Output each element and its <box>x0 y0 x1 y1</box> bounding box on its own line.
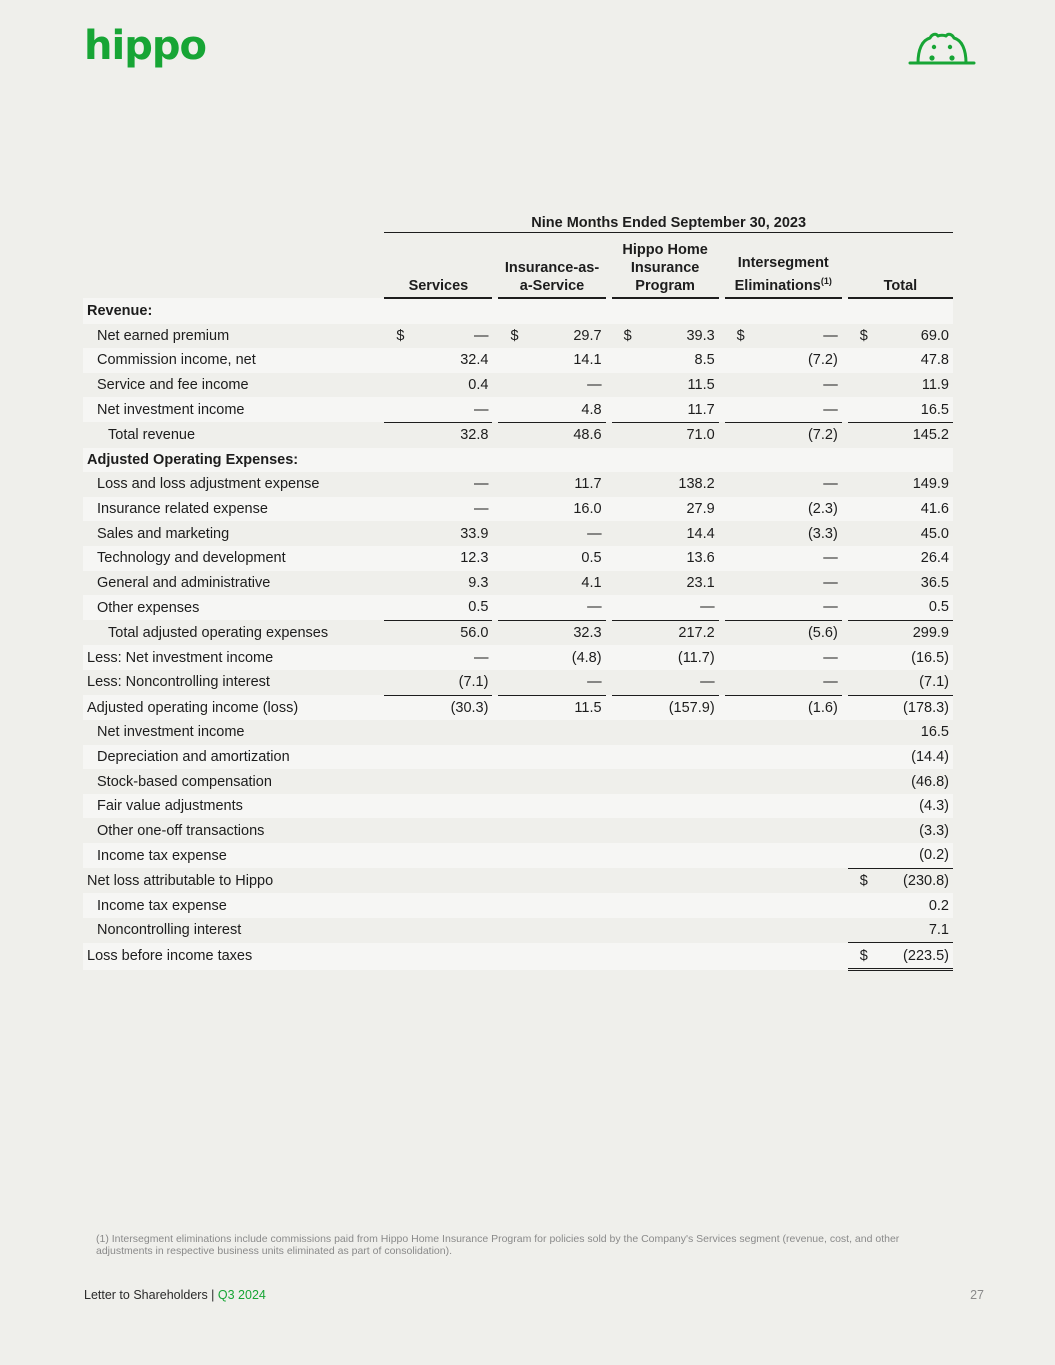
value-cell <box>848 620 953 645</box>
value-text: (7.2) <box>807 352 838 369</box>
value-text: 11.5 <box>574 699 602 716</box>
value-cell <box>498 472 605 497</box>
value-text: (4.8) <box>571 649 602 666</box>
value-cell <box>725 943 842 970</box>
value-cell <box>612 620 719 645</box>
value-text: 11.9 <box>921 377 949 394</box>
value-cell <box>725 348 842 373</box>
row-label: Fair value adjustments <box>83 794 384 819</box>
value-cell <box>725 769 842 794</box>
value-cell <box>384 571 492 596</box>
value-cell <box>725 868 842 893</box>
value-cell <box>498 843 605 868</box>
value-cell <box>848 397 953 422</box>
row-label: Commission income, net <box>83 348 384 373</box>
value-text: 7.1 <box>928 922 949 939</box>
value-cell <box>848 645 953 670</box>
value-cell <box>612 348 719 373</box>
column-header-eliminations: Intersegment Eliminations$^{(1)}$ <box>725 233 842 299</box>
value-cell <box>498 397 605 422</box>
value-cell <box>384 324 492 349</box>
value-cell <box>612 745 719 770</box>
value-text: (7.1) <box>919 674 949 691</box>
value-text: — <box>823 550 838 567</box>
value-cell <box>612 324 719 349</box>
value-text: (0.2) <box>919 847 949 864</box>
value-text: — <box>587 377 602 394</box>
value-cell <box>612 571 719 596</box>
value-text: 27.9 <box>686 501 715 518</box>
value-cell <box>612 546 719 571</box>
value-cell <box>612 794 719 819</box>
value-text: 29.7 <box>573 327 602 344</box>
value-cell <box>384 745 492 770</box>
row-label: General and administrative <box>83 571 384 596</box>
table-row <box>83 397 953 422</box>
value-cell <box>498 546 605 571</box>
value-cell <box>612 595 719 620</box>
value-cell <box>498 497 605 522</box>
value-cell <box>384 769 492 794</box>
value-text: (1.6) <box>807 699 838 716</box>
value-cell <box>725 571 842 596</box>
value-cell <box>612 497 719 522</box>
value-cell <box>384 521 492 546</box>
value-cell <box>498 818 605 843</box>
value-cell <box>848 298 953 324</box>
row-label: Insurance related expense <box>83 497 384 522</box>
table-row <box>83 868 953 893</box>
value-text: — <box>823 327 838 344</box>
value-cell <box>384 373 492 398</box>
value-cell <box>612 670 719 695</box>
value-text: 16.5 <box>920 724 949 741</box>
value-text: (5.6) <box>807 625 838 642</box>
row-label: Income tax expense <box>83 893 384 918</box>
currency-symbol: $ <box>859 872 868 889</box>
value-text: 26.4 <box>920 550 949 567</box>
value-cell <box>612 868 719 893</box>
table-row <box>83 422 953 447</box>
table-row <box>83 497 953 522</box>
value-cell <box>848 448 953 473</box>
value-cell <box>725 472 842 497</box>
value-text: 32.4 <box>460 352 489 369</box>
value-cell <box>848 546 953 571</box>
value-cell <box>848 943 953 970</box>
value-cell <box>725 620 842 645</box>
value-cell <box>384 497 492 522</box>
value-cell <box>725 448 842 473</box>
value-cell <box>725 818 842 843</box>
table-row <box>83 843 953 868</box>
value-text: (4.3) <box>919 798 949 815</box>
value-cell <box>498 521 605 546</box>
hippo-logo: hippo <box>84 23 206 69</box>
value-cell <box>848 571 953 596</box>
row-label: Technology and development <box>83 546 384 571</box>
value-cell <box>612 521 719 546</box>
value-cell <box>848 843 953 868</box>
value-cell <box>848 918 953 943</box>
value-text: 71.0 <box>686 427 715 444</box>
value-cell <box>384 868 492 893</box>
value-text: 32.3 <box>573 625 602 642</box>
value-text: 0.2 <box>928 897 949 914</box>
value-text: (223.5) <box>903 947 949 964</box>
table-row <box>83 670 953 695</box>
table-row <box>83 348 953 373</box>
row-label: Revenue: <box>83 298 384 324</box>
value-cell <box>612 472 719 497</box>
row-label: Other expenses <box>83 595 384 620</box>
value-text: (7.1) <box>458 674 489 691</box>
value-cell <box>725 720 842 745</box>
table-row <box>83 943 953 970</box>
value-text: (2.3) <box>807 501 838 518</box>
page-number: 27 <box>970 1288 984 1302</box>
table-row <box>83 521 953 546</box>
value-cell <box>612 818 719 843</box>
value-cell <box>498 943 605 970</box>
value-cell <box>848 818 953 843</box>
value-text: — <box>473 649 489 666</box>
value-cell <box>725 497 842 522</box>
value-cell <box>384 670 492 695</box>
value-cell <box>848 868 953 893</box>
value-cell <box>498 670 605 695</box>
value-text: — <box>473 327 489 344</box>
currency-symbol: $ <box>859 327 868 344</box>
value-cell <box>848 670 953 695</box>
value-text: — <box>823 674 838 691</box>
hippo-mascot-icon <box>908 30 976 66</box>
value-cell <box>498 918 605 943</box>
row-label: Total revenue <box>83 422 384 447</box>
value-cell <box>725 918 842 943</box>
value-cell <box>725 373 842 398</box>
value-cell <box>384 397 492 422</box>
row-label: Service and fee income <box>83 373 384 398</box>
value-cell <box>612 769 719 794</box>
value-cell <box>848 497 953 522</box>
value-text: — <box>473 501 489 518</box>
value-cell <box>612 918 719 943</box>
value-cell <box>725 745 842 770</box>
value-cell <box>384 818 492 843</box>
value-text: — <box>700 674 715 691</box>
table-body <box>83 298 953 970</box>
table-row <box>83 794 953 819</box>
value-cell <box>498 448 605 473</box>
value-cell <box>725 670 842 695</box>
value-text: — <box>823 476 838 493</box>
value-cell <box>384 720 492 745</box>
value-cell <box>725 298 842 324</box>
table-row <box>83 298 953 324</box>
value-text: 138.2 <box>678 476 715 493</box>
value-text: (30.3) <box>450 699 489 716</box>
value-text: 0.5 <box>928 599 949 616</box>
value-text: 47.8 <box>920 352 949 369</box>
value-text: 16.5 <box>920 401 949 418</box>
row-label: Net investment income <box>83 720 384 745</box>
value-cell <box>725 794 842 819</box>
table-row <box>83 745 953 770</box>
value-cell <box>384 620 492 645</box>
row-label: Sales and marketing <box>83 521 384 546</box>
row-label: Net loss attributable to Hippo <box>83 868 384 893</box>
value-cell <box>384 472 492 497</box>
row-label: Total adjusted operating expenses <box>83 620 384 645</box>
value-cell <box>725 695 842 720</box>
value-cell <box>725 645 842 670</box>
value-cell <box>498 893 605 918</box>
value-text: (157.9) <box>668 699 715 716</box>
value-text: 8.5 <box>694 352 715 369</box>
value-cell <box>384 348 492 373</box>
value-cell <box>498 422 605 447</box>
value-cell <box>848 472 953 497</box>
value-text: 48.6 <box>573 427 602 444</box>
column-header-hhip: Hippo Home Insurance Program <box>612 233 719 299</box>
value-cell <box>612 298 719 324</box>
value-cell <box>848 769 953 794</box>
segment-table-wrapper <box>83 207 953 971</box>
currency-symbol: $ <box>859 947 868 964</box>
value-cell <box>848 893 953 918</box>
row-label: Less: Noncontrolling interest <box>83 670 384 695</box>
value-text: 45.0 <box>920 525 949 542</box>
value-cell <box>725 397 842 422</box>
value-cell <box>384 918 492 943</box>
value-text: 33.9 <box>460 525 489 542</box>
value-cell <box>612 448 719 473</box>
value-cell <box>612 943 719 970</box>
value-cell <box>725 893 842 918</box>
row-label: Income tax expense <box>83 843 384 868</box>
value-text: — <box>823 377 838 394</box>
value-cell <box>384 695 492 720</box>
row-label: Net earned premium <box>83 324 384 349</box>
value-text: 217.2 <box>678 625 715 642</box>
row-label: Stock-based compensation <box>83 769 384 794</box>
value-cell <box>498 720 605 745</box>
row-label: Less: Net investment income <box>83 645 384 670</box>
footnote: (1) Intersegment eliminations include commissions paid from Hippo Home Insurance Program for policies sold by the Company's Services segment (revenue, cost, and other adjustments in respective business units eliminated as part of consolidation). <box>96 1233 900 1257</box>
currency-symbol: $ <box>736 327 745 344</box>
value-cell <box>498 794 605 819</box>
value-text: — <box>823 599 838 616</box>
value-cell <box>612 893 719 918</box>
table-row <box>83 645 953 670</box>
currency-symbol: $ <box>396 327 405 344</box>
value-cell <box>498 645 605 670</box>
value-text: 9.3 <box>468 574 489 591</box>
value-cell <box>848 720 953 745</box>
footer-quarter: Q3 2024 <box>217 1288 266 1302</box>
value-text: (46.8) <box>911 773 949 790</box>
value-text: 12.3 <box>460 550 489 567</box>
value-cell <box>384 448 492 473</box>
value-cell <box>848 422 953 447</box>
value-text: (16.5) <box>911 649 949 666</box>
value-text: 13.6 <box>686 550 715 567</box>
table-row <box>83 695 953 720</box>
value-text: 11.7 <box>687 401 715 418</box>
value-cell <box>384 843 492 868</box>
value-cell <box>384 595 492 620</box>
value-text: — <box>473 476 489 493</box>
table-row <box>83 720 953 745</box>
value-text: — <box>587 525 602 542</box>
value-cell <box>384 794 492 819</box>
value-text: (11.7) <box>677 649 715 666</box>
value-text: — <box>823 649 838 666</box>
column-header-services: Services <box>384 233 492 299</box>
value-text: — <box>587 599 602 616</box>
value-cell <box>384 546 492 571</box>
value-cell <box>848 695 953 720</box>
value-cell <box>498 620 605 645</box>
value-text: — <box>700 599 715 616</box>
value-cell <box>725 422 842 447</box>
value-text: (178.3) <box>903 699 949 716</box>
column-header-total: Total <box>848 233 953 299</box>
value-cell <box>498 595 605 620</box>
row-label: Other one-off transactions <box>83 818 384 843</box>
currency-symbol: $ <box>623 327 632 344</box>
value-text: 145.2 <box>912 427 949 444</box>
footer-title: Letter to Shareholders | Q3 2024 <box>84 1288 266 1302</box>
value-cell <box>498 324 605 349</box>
value-cell <box>498 298 605 324</box>
value-cell <box>498 373 605 398</box>
value-text: (14.4) <box>911 748 949 765</box>
value-cell <box>612 397 719 422</box>
value-text: — <box>587 674 602 691</box>
value-cell <box>384 645 492 670</box>
value-cell <box>848 794 953 819</box>
value-text: 23.1 <box>686 574 715 591</box>
value-cell <box>725 595 842 620</box>
value-text: 16.0 <box>573 501 602 518</box>
value-text: 4.8 <box>581 401 602 418</box>
value-text: 0.4 <box>468 377 489 394</box>
value-text: 14.4 <box>686 525 715 542</box>
table-row <box>83 769 953 794</box>
value-text: (230.8) <box>903 872 949 889</box>
value-cell <box>848 324 953 349</box>
table-row <box>83 472 953 497</box>
value-cell <box>612 422 719 447</box>
value-cell <box>725 546 842 571</box>
value-cell <box>848 745 953 770</box>
value-cell <box>498 769 605 794</box>
value-text: 14.1 <box>573 352 602 369</box>
value-text: 69.0 <box>920 327 949 344</box>
value-cell <box>384 422 492 447</box>
table-row <box>83 448 953 473</box>
value-cell <box>725 843 842 868</box>
table-row <box>83 571 953 596</box>
row-label: Adjusted Operating Expenses: <box>83 448 384 473</box>
value-text: 0.5 <box>581 550 602 567</box>
table-row <box>83 620 953 645</box>
value-text: 11.5 <box>687 377 715 394</box>
value-text: 32.8 <box>460 427 489 444</box>
value-text: 56.0 <box>460 625 489 642</box>
value-text: — <box>823 401 838 418</box>
value-text: — <box>473 401 489 418</box>
table-row <box>83 595 953 620</box>
table-row <box>83 546 953 571</box>
value-cell <box>848 521 953 546</box>
row-label: Noncontrolling interest <box>83 918 384 943</box>
value-cell <box>498 348 605 373</box>
value-cell <box>612 373 719 398</box>
value-cell <box>498 571 605 596</box>
row-label: Loss before income taxes <box>83 943 384 970</box>
row-label: Adjusted operating income (loss) <box>83 695 384 720</box>
value-cell <box>848 373 953 398</box>
period-header: Nine Months Ended September 30, 2023 <box>384 207 953 233</box>
table-row <box>83 373 953 398</box>
value-cell <box>612 720 719 745</box>
column-header-iaas: Insurance-as-a-Service <box>498 233 605 299</box>
value-cell <box>725 324 842 349</box>
value-cell <box>612 843 719 868</box>
value-text: 4.1 <box>581 574 602 591</box>
value-text: 39.3 <box>686 327 715 344</box>
row-label: Net investment income <box>83 397 384 422</box>
value-cell <box>612 695 719 720</box>
value-cell <box>498 745 605 770</box>
currency-symbol: $ <box>510 327 519 344</box>
value-text: — <box>823 574 838 591</box>
value-text: (7.2) <box>807 427 838 444</box>
value-cell <box>384 298 492 324</box>
value-cell <box>848 348 953 373</box>
row-label: Depreciation and amortization <box>83 745 384 770</box>
segment-results-table <box>83 207 953 971</box>
table-row <box>83 818 953 843</box>
value-text: 36.5 <box>920 574 949 591</box>
value-text: 41.6 <box>920 501 949 518</box>
value-text: (3.3) <box>807 525 838 542</box>
value-cell <box>384 893 492 918</box>
value-cell <box>848 595 953 620</box>
value-cell <box>498 695 605 720</box>
value-text: 149.9 <box>912 476 949 493</box>
value-text: 299.9 <box>912 625 949 642</box>
value-cell <box>498 868 605 893</box>
value-cell <box>612 645 719 670</box>
value-cell <box>384 943 492 970</box>
value-text: (3.3) <box>919 822 949 839</box>
table-row <box>83 918 953 943</box>
value-cell <box>725 521 842 546</box>
table-row <box>83 324 953 349</box>
table-row <box>83 893 953 918</box>
value-text: 11.7 <box>574 476 602 493</box>
row-label: Loss and loss adjustment expense <box>83 472 384 497</box>
value-text: 0.5 <box>468 599 489 616</box>
